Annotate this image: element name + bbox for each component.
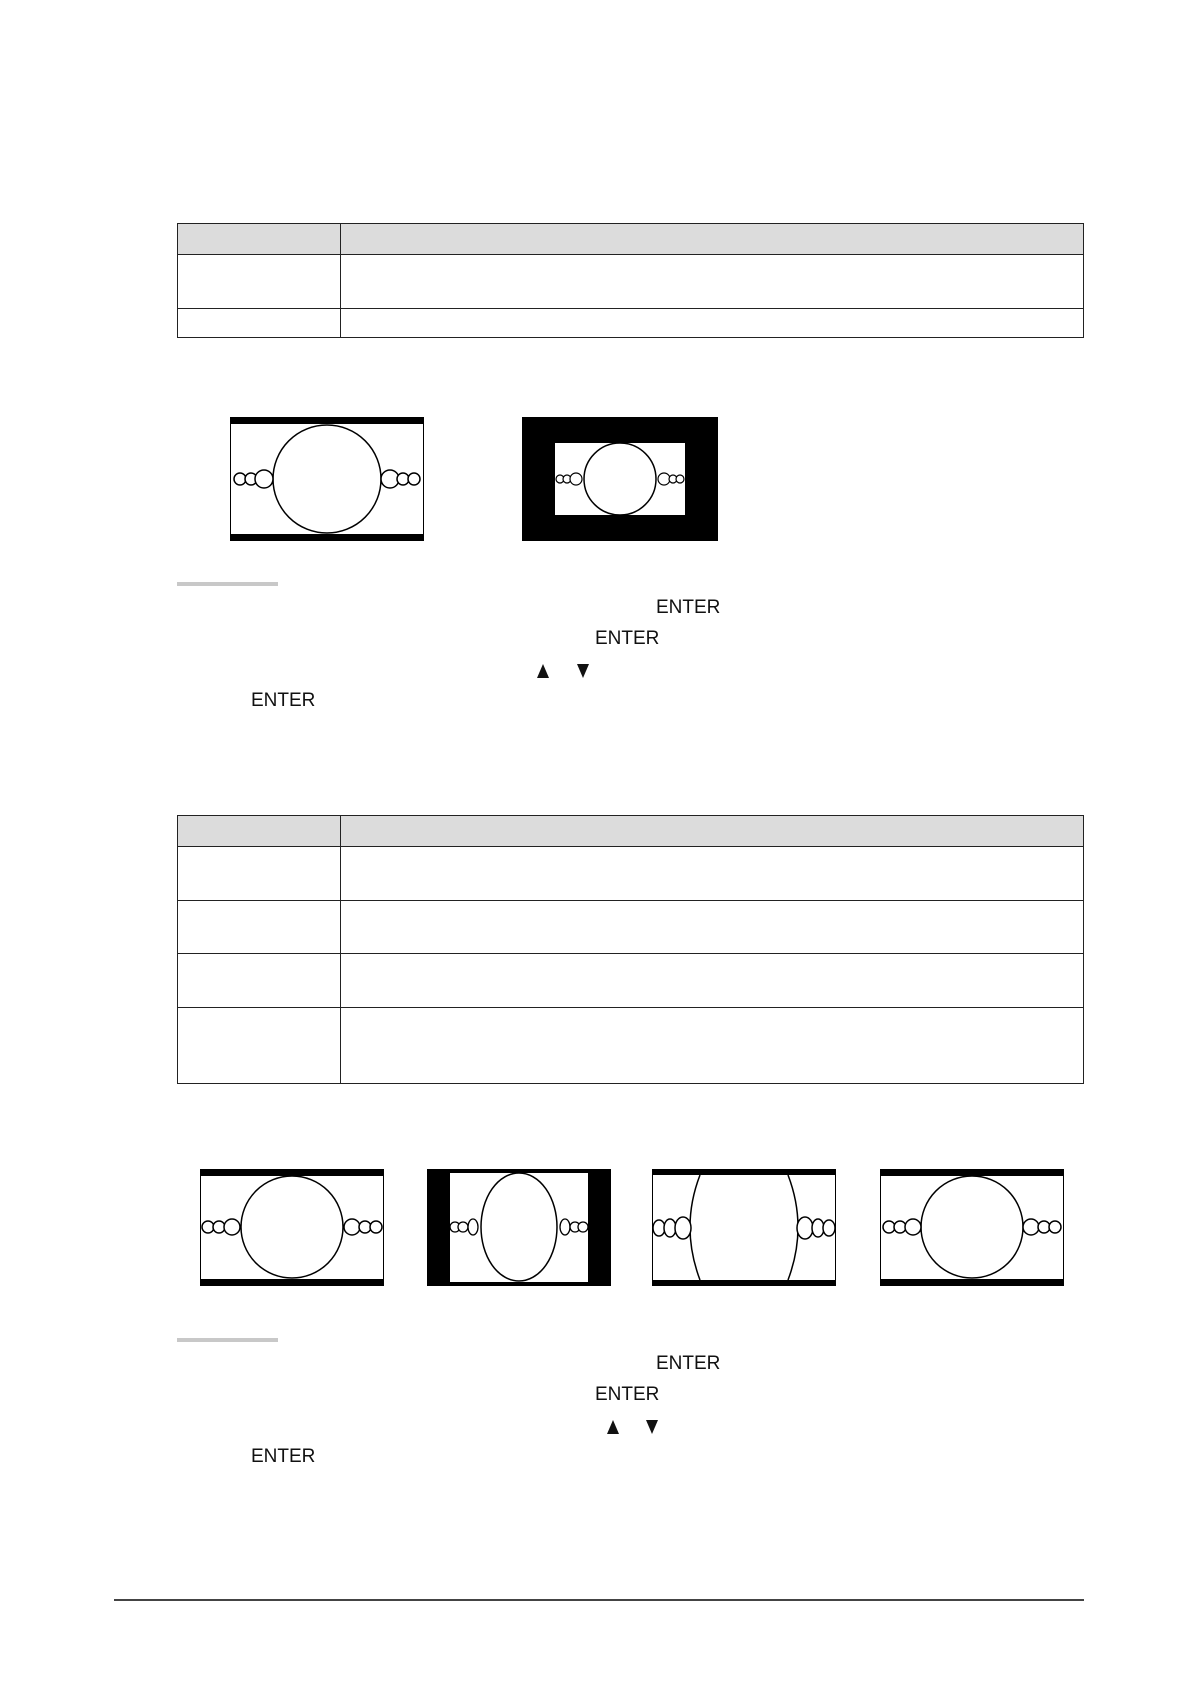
screen-size-illustration-3: [652, 1169, 836, 1286]
table-cell: [341, 255, 1084, 309]
table-header-cell: [341, 224, 1084, 255]
table-cell: [178, 309, 341, 338]
table-cell: [178, 901, 341, 954]
settings-table-2: [177, 815, 1084, 1084]
up-arrow-icon: [537, 664, 549, 678]
table-row: [178, 847, 1084, 901]
table-cell: [341, 1008, 1084, 1084]
table-header-cell: [178, 816, 341, 847]
table-cell: [341, 309, 1084, 338]
screen-size-illustration-2: [427, 1169, 611, 1286]
screen-size-illustration-1: [200, 1169, 384, 1286]
footer-rule: [114, 1599, 1084, 1601]
table-cell: [178, 954, 341, 1008]
table-row: [178, 255, 1084, 309]
note-divider: [177, 1338, 278, 1342]
table-header-row: [178, 816, 1084, 847]
table-row: [178, 1008, 1084, 1084]
table-header-cell: [178, 224, 341, 255]
enter-key-label: ENTER: [251, 1446, 316, 1467]
enter-key-label: ENTER: [656, 597, 721, 618]
table-header-cell: [341, 816, 1084, 847]
table-row: [178, 954, 1084, 1008]
note-divider: [177, 582, 278, 586]
screen-mode-illustration-1: [230, 417, 424, 541]
table-header-row: [178, 224, 1084, 255]
table-row: [178, 901, 1084, 954]
enter-key-label: ENTER: [595, 628, 660, 649]
down-arrow-icon: [646, 1420, 658, 1434]
table-cell: [341, 954, 1084, 1008]
up-arrow-icon: [607, 1420, 619, 1434]
enter-key-label: ENTER: [595, 1384, 660, 1405]
table-cell: [341, 847, 1084, 901]
table-cell: [178, 1008, 341, 1084]
screen-size-illustration-4: [880, 1169, 1064, 1286]
table-cell: [178, 847, 341, 901]
table-row: [178, 309, 1084, 338]
screen-mode-illustration-2: [522, 417, 718, 541]
enter-key-label: ENTER: [656, 1353, 721, 1374]
enter-key-label: ENTER: [251, 690, 316, 711]
down-arrow-icon: [577, 664, 589, 678]
table-cell: [178, 255, 341, 309]
table-cell: [341, 901, 1084, 954]
settings-table-1: [177, 223, 1084, 338]
